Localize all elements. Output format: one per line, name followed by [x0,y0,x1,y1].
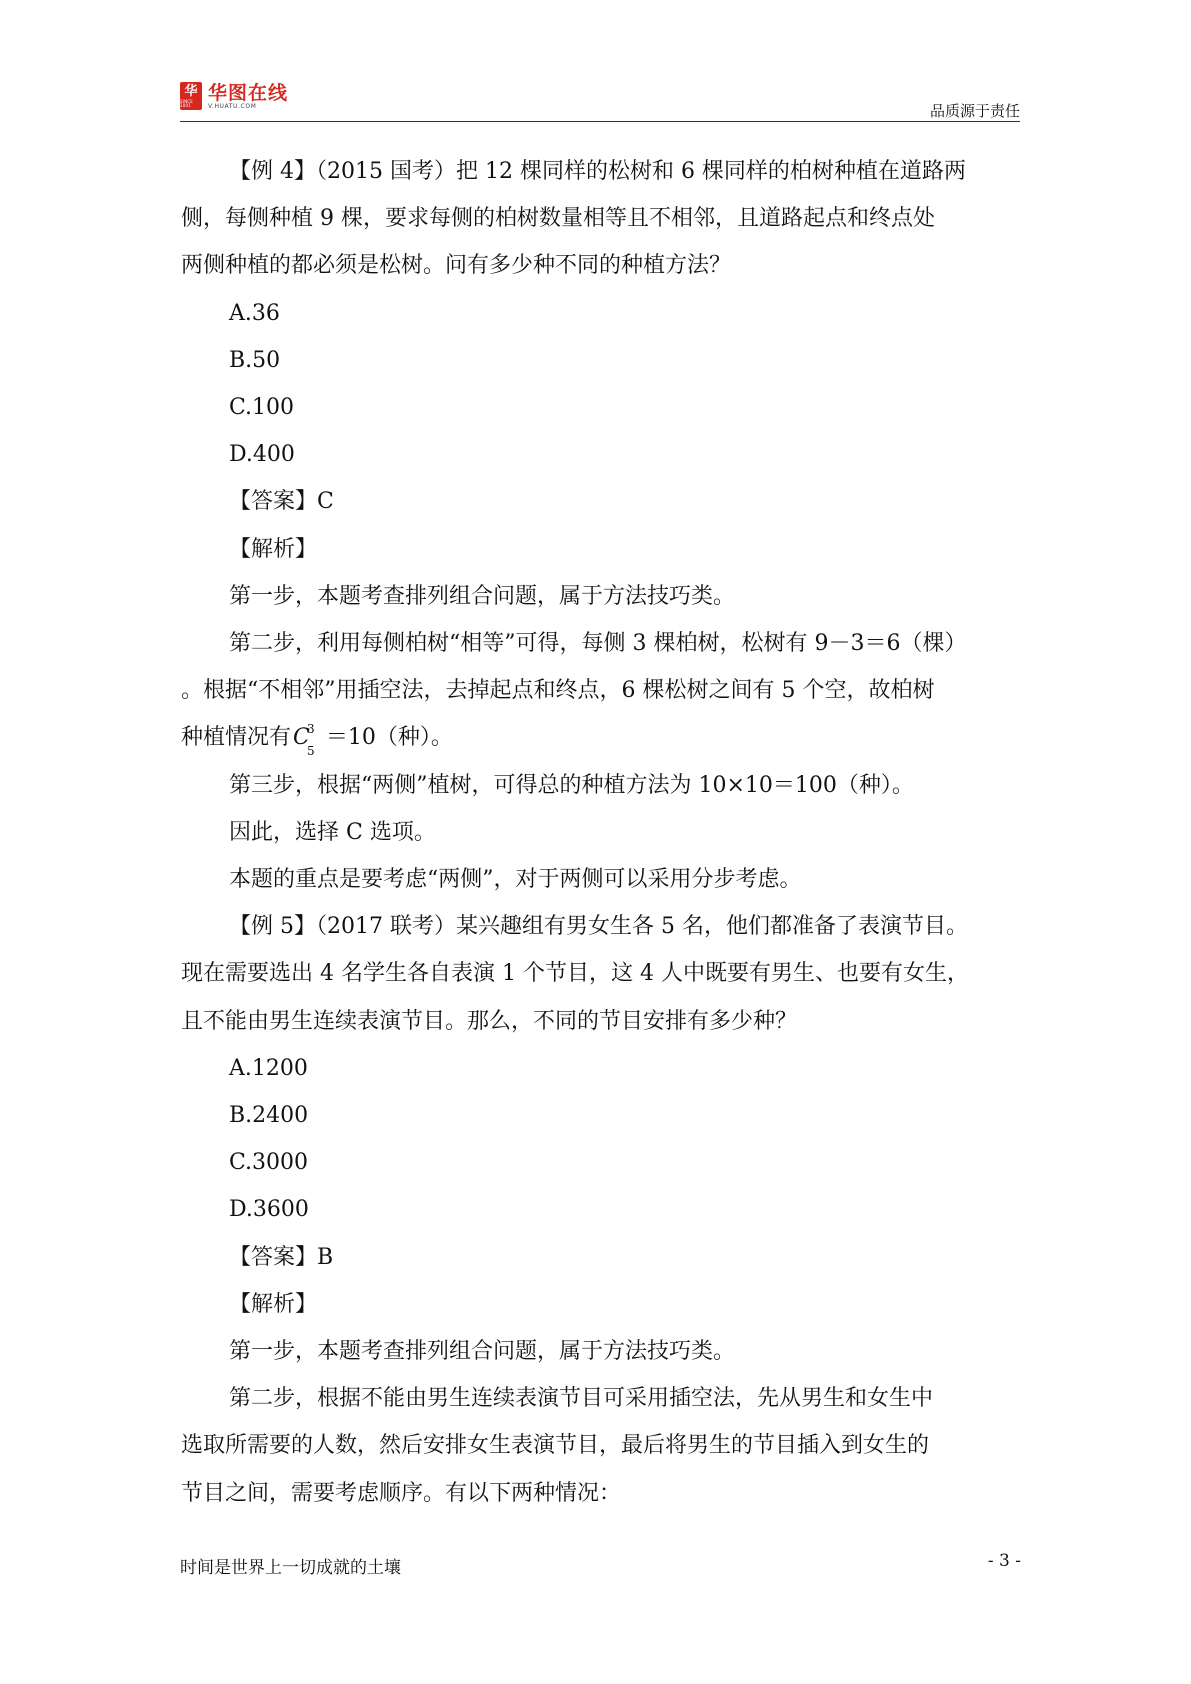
footer-motto: 时间是世界上一切成就的土壤 [180,1558,401,1578]
document-body [181,148,1021,1517]
page-number: - 3 - [987,1551,1021,1571]
combination-base: C [293,725,310,751]
example-4-step-1: 第一步，本题考查排列组合问题，属于方法技巧类。 [229,583,736,609]
example-4-key-point: 本题的重点是要考虑“两侧”，对于两侧可以采用分步考虑。 [229,867,802,893]
combination-subscript: 5 [307,744,315,759]
example-4-question-line-1: 【例 4】（2015 国考）把 12 棵同样的松树和 6 棵同样的柏树种植在道路两 [229,159,966,184]
example-4-answer: 【答案】C [229,489,334,515]
example-5-question-line-2: 现在需要选出 4 名学生各自表演 1 个节目，这 4 人中既要有男生、也要有女生， [181,961,969,987]
example-5-answer: 【答案】B [229,1244,334,1270]
example-4-step-3: 第三步，根据“两侧”植树，可得总的种植方法为 10×10＝100（种）。 [229,772,914,798]
example-5-step-2-line-1: 第二步，根据不能由男生连续表演节目可采用插空法，先从男生和女生中 [229,1386,934,1412]
header-divider [180,121,1020,122]
example-5-option-b: B.2400 [229,1103,309,1129]
step-2-text-before-math: 种植情况有 [181,725,292,751]
combination-formula [293,714,322,761]
example-4-step-2-line-1: 第二步，利用每侧柏树“相等”可得，每侧 3 棵柏树，松树有 9－3＝6（棵） [229,631,967,657]
step-2-text-after-math: ＝10（种）。 [325,725,453,751]
example-5-step-2-line-2: 选取所需要的人数，然后安排女生表演节目，最后将男生的节目插入到女生的 [181,1433,930,1459]
example-5-question-line-3: 且不能由男生连续表演节目。那么，不同的节目安排有多少种？ [181,1008,798,1034]
example-4-step-2-line-2: 。根据“不相邻”用插空法，去掉起点和终点，6 棵松树之间有 5 个空，故柏树 [181,678,935,704]
example-5-question-line-1: 【例 5】（2017 联考）某兴趣组有男女生各 5 名，他们都准备了表演节目。 [229,914,968,940]
example-4-analysis-heading: 【解析】 [229,536,318,562]
example-5-step-1: 第一步，本题考查排列组合问题，属于方法技巧类。 [229,1339,736,1365]
logo-mark-since: SINCE 2001 [180,98,194,108]
huatu-logo [180,82,288,110]
example-4-option-d: D.400 [229,442,295,468]
example-5-analysis-heading: 【解析】 [229,1291,318,1317]
example-5-step-2-line-3: 节目之间，需要考虑顺序。有以下两种情况： [181,1480,622,1506]
example-4-option-c: C.100 [229,395,295,421]
example-4-option-a: A.36 [229,300,280,326]
example-5-option-c: C.3000 [229,1150,309,1176]
combination-superscript: 3 [307,722,315,737]
example-4-question-line-2: 侧，每侧种植 9 棵，要求每侧的柏树数量相等且不相邻，且道路起点和终点处 [181,206,935,232]
logo-mark-glyph: 华 [184,83,198,99]
example-4-step-2-line-3 [181,714,1021,761]
page-header [180,82,1020,122]
example-4-conclusion: 因此，选择 C 选项。 [229,819,436,845]
logo-url: V.HUATU.COM [208,102,257,110]
example-4-option-b: B.50 [229,347,281,373]
logo-mark-icon [180,82,202,110]
example-5-option-a: A.1200 [229,1055,308,1081]
example-4-question-line-3: 两侧种植的都必须是松树。问有多少种不同的种植方法？ [181,253,732,279]
logo-name: 华图在线 [208,81,289,104]
example-5-option-d: D.3600 [229,1197,309,1223]
header-slogan: 品质源于责任 [929,102,1020,120]
